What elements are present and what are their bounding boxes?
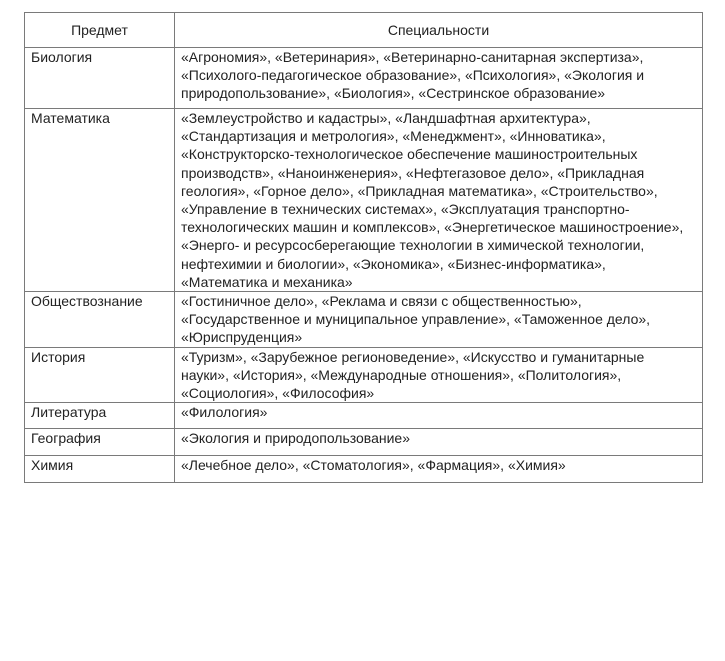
table-row [25, 347, 703, 403]
subject-cell: История [25, 347, 175, 403]
subject-cell: Литература [25, 403, 175, 429]
specialties-cell: «Экология и природопользование» [175, 429, 703, 456]
header-specialties: Специальности [175, 13, 703, 48]
specialties-cell: «Филология» [175, 403, 703, 429]
table-row [25, 429, 703, 456]
subjects-specialties-table [24, 12, 703, 483]
subject-cell: Биология [25, 48, 175, 109]
table-header-row [25, 13, 703, 48]
header-subject: Предмет [25, 13, 175, 48]
subject-cell: География [25, 429, 175, 456]
table-row [25, 403, 703, 429]
specialties-cell: «Лечебное дело», «Стоматология», «Фармация», «Химия» [175, 456, 703, 483]
table-row [25, 48, 703, 109]
specialties-cell: «Гостиничное дело», «Реклама и связи с общественностью», «Государственное и муниципальное управление», «Таможенное дело», «Юриспруденция» [175, 292, 703, 348]
specialties-cell: «Агрономия», «Ветеринария», «Ветеринарно-санитарная экспертиза», «Психолого-педагогическое образование», «Психология», «Экология и природопользование», «Биология», «Сестринское образование» [175, 48, 703, 109]
specialties-cell: «Землеустройство и кадастры», «Ландшафтная архитектура», «Стандартизация и метрология», «Менеджмент», «Инноватика», «Конструкторско-технологическое обеспечение машиностроительных производств», «Наноинженерия», «Нефтегазовое дело», «Прикладная геология», «Горное дело», «Прикладная математика», «Строительство», «Управление в технических системах», «Эксплуатация транспортно-технологических машин и комплексов», «Энергетическое машиностроение», «Энерго- и ресурсосберегающие технологии в химической технологии, нефтехимии и биологии», «Экономика», «Бизнес-информатика», «Математика и механика» [175, 109, 703, 292]
subject-cell: Обществознание [25, 292, 175, 348]
table-row [25, 292, 703, 348]
table-row [25, 456, 703, 483]
subject-cell: Математика [25, 109, 175, 292]
specialties-cell: «Туризм», «Зарубежное регионоведение», «Искусство и гуманитарные науки», «История», «Международные отношения», «Политология», «Социология», «Философия» [175, 347, 703, 403]
table-row [25, 109, 703, 292]
subject-cell: Химия [25, 456, 175, 483]
